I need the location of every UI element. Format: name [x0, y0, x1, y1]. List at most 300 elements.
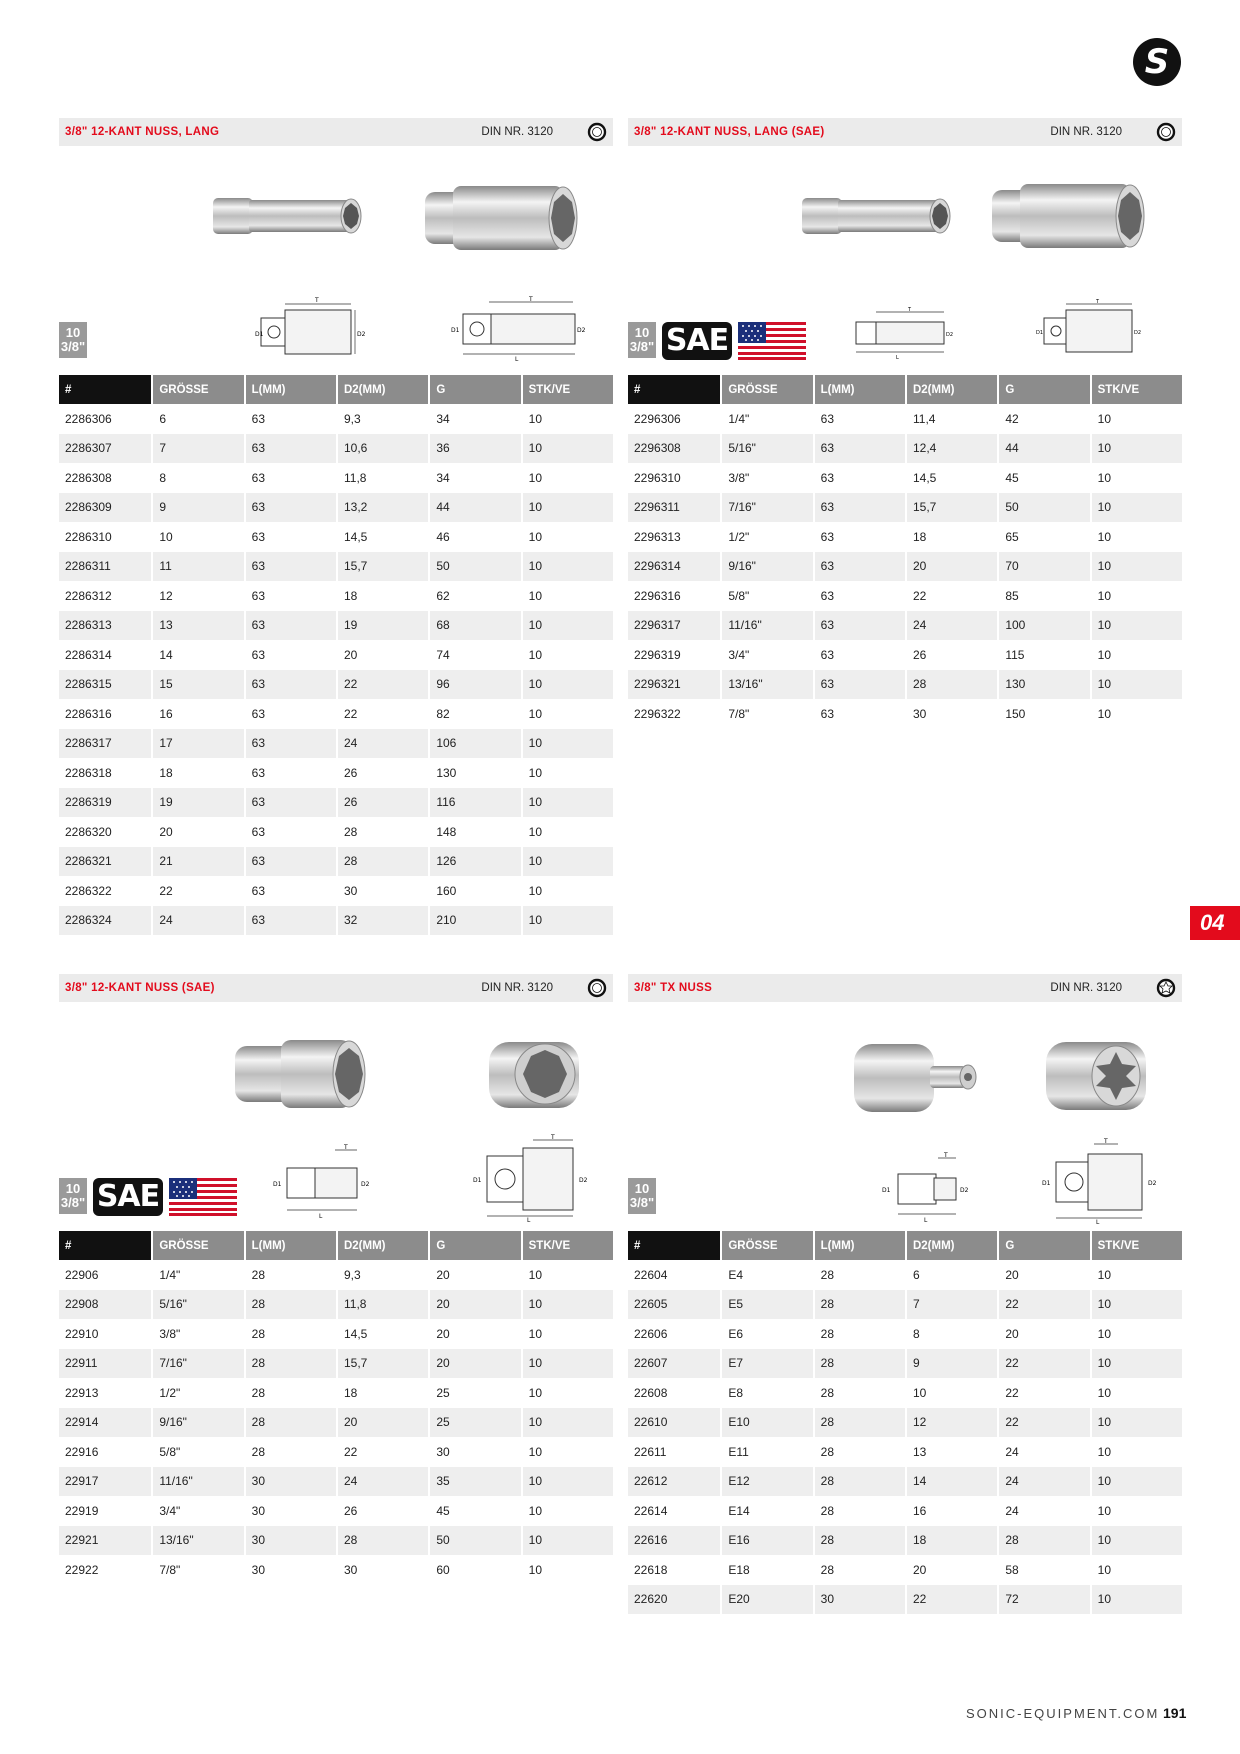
12-point-socket-icon [587, 122, 607, 142]
table-cell: 63 [244, 434, 336, 464]
table-cell: 12 [905, 1408, 997, 1438]
table-cell: 28 [336, 847, 428, 877]
technical-drawing-drive-side [878, 1152, 998, 1224]
article-number: 2286321 [59, 847, 151, 877]
table-row [628, 1585, 1182, 1615]
table-cell: 63 [244, 404, 336, 434]
table-cell: 11/16" [151, 1467, 243, 1497]
table-cell: 10 [521, 1349, 613, 1379]
table-row [628, 552, 1182, 582]
article-number: 22922 [65, 1562, 99, 1577]
svg-text:L: L [319, 1213, 323, 1220]
table-cell: 74 [428, 640, 520, 670]
article-number: 22611 [634, 1444, 667, 1459]
svg-text:D1: D1 [882, 1187, 891, 1194]
table-cell: 45 [428, 1496, 520, 1526]
table-cell: 10 [521, 906, 613, 936]
section-12-kant-sae [59, 974, 613, 1585]
section-title: 3/8" 12-KANT NUSS, LANG [65, 126, 220, 138]
article-number: 22913 [65, 1385, 99, 1400]
technical-drawing-torx-side [1038, 1138, 1168, 1224]
svg-text:D1: D1 [273, 1181, 282, 1188]
socket-photo-torx-side [1040, 1034, 1160, 1118]
table-cell: 6 [905, 1260, 997, 1290]
table-cell: 150 [997, 699, 1089, 729]
table-row [59, 906, 613, 936]
table-cell: 210 [428, 906, 520, 936]
table-cell: 24 [997, 1467, 1089, 1497]
din-number: DIN NR. 3120 [481, 126, 553, 138]
table-cell: 25 [428, 1378, 520, 1408]
article-number: 22910 [65, 1326, 99, 1341]
article-number: 2296313 [634, 529, 681, 544]
table-cell: 19 [336, 611, 428, 641]
table-cell: 10 [521, 1260, 613, 1290]
table-cell: 1/4" [720, 404, 812, 434]
table-cell: 63 [813, 581, 905, 611]
table-cell: 28 [244, 1378, 336, 1408]
table-cell: 10 [521, 788, 613, 818]
table-cell: 22 [336, 670, 428, 700]
column-header: # [59, 1231, 151, 1260]
table-row [628, 699, 1182, 729]
drive-size-badge: 10 3/8" [59, 1178, 87, 1214]
article-number: 2286314 [65, 647, 112, 662]
table-cell: 63 [244, 552, 336, 582]
table-cell: 9,3 [336, 1260, 428, 1290]
table-cell: 10 [521, 729, 613, 759]
article-number: 2286309 [59, 493, 151, 523]
table-cell: 7/16" [151, 1349, 243, 1379]
sae-badge: SAE [662, 322, 732, 360]
article-number: 22618 [634, 1562, 668, 1577]
table-cell: 63 [244, 729, 336, 759]
table-cell: 10 [1090, 611, 1182, 641]
table-cell: 10 [1090, 493, 1182, 523]
table-cell: 21 [151, 847, 243, 877]
section-title: 3/8" TX NUSS [634, 982, 713, 994]
table-cell: 10 [1090, 670, 1182, 700]
table-row [59, 1378, 613, 1408]
table-cell: 13,2 [336, 493, 428, 523]
svg-text:D1: D1 [1036, 330, 1044, 336]
article-number: 22612 [628, 1467, 720, 1497]
table-cell: 18 [151, 758, 243, 788]
table-cell: 18 [336, 581, 428, 611]
table-cell: 63 [244, 699, 336, 729]
table-cell: 22 [905, 581, 997, 611]
svg-text:D2: D2 [361, 1181, 370, 1188]
article-number: 2286320 [65, 824, 112, 839]
table-cell: 28 [813, 1349, 905, 1379]
article-number: 2296319 [634, 647, 681, 662]
table-cell: 34 [428, 463, 520, 493]
table-cell: 25 [428, 1408, 520, 1438]
table-cell: 63 [244, 670, 336, 700]
table-cell: 20 [336, 1408, 428, 1438]
table-cell: 63 [244, 817, 336, 847]
table-cell: 28 [813, 1496, 905, 1526]
table-cell: 28 [244, 1437, 336, 1467]
section-12-kant-lang-sae [628, 118, 1182, 729]
footer-url[interactable]: SONIC-EQUIPMENT.COM [966, 1706, 1160, 1721]
article-number: 2286312 [65, 588, 112, 603]
table-row [628, 434, 1182, 464]
table-cell: 11/16" [720, 611, 812, 641]
table-cell: 20 [428, 1260, 520, 1290]
socket-photo-large [423, 180, 583, 256]
table-cell: 63 [244, 876, 336, 906]
table-cell: 10 [521, 758, 613, 788]
table-cell: 70 [997, 552, 1089, 582]
table-cell: 10 [1090, 1585, 1182, 1615]
table-cell: 10 [521, 404, 613, 434]
table-cell: E11 [720, 1437, 812, 1467]
table-cell: 30 [244, 1526, 336, 1556]
table-cell: 5/16" [720, 434, 812, 464]
table-cell: 22 [997, 1290, 1089, 1320]
table-cell: E14 [720, 1496, 812, 1526]
table-cell: 10 [521, 581, 613, 611]
table-cell: 1/4" [151, 1260, 243, 1290]
din-number: DIN NR. 3120 [1050, 982, 1122, 994]
table-cell: 5/16" [151, 1290, 243, 1320]
table-cell: 8 [905, 1319, 997, 1349]
table-cell: 10 [521, 1408, 613, 1438]
table-row [59, 434, 613, 464]
table-cell: 20 [428, 1319, 520, 1349]
svg-text:D1: D1 [1042, 1180, 1051, 1187]
svg-text:D2: D2 [1148, 1180, 1157, 1187]
table-cell: 10 [521, 1290, 613, 1320]
column-header: # [628, 1231, 720, 1260]
spec-table [59, 375, 613, 935]
article-number: 22906 [65, 1267, 99, 1282]
table-row [628, 581, 1182, 611]
table-cell: 63 [813, 552, 905, 582]
table-cell: 10 [1090, 699, 1182, 729]
table-cell: 116 [428, 788, 520, 818]
table-cell: 100 [997, 611, 1089, 641]
drive-size-badge: 10 3/8" [628, 1178, 656, 1214]
table-cell: 16 [151, 699, 243, 729]
usa-flag-icon [169, 1178, 237, 1216]
article-number: 2296311 [628, 493, 720, 523]
technical-drawing-front [469, 1134, 599, 1222]
table-row [59, 1349, 613, 1379]
product-visual [628, 1002, 1182, 1231]
table-cell: E12 [720, 1467, 812, 1497]
table-cell: 28 [813, 1437, 905, 1467]
table-cell: 22 [905, 1585, 997, 1615]
table-cell: E7 [720, 1349, 812, 1379]
table-row [59, 729, 613, 759]
svg-text:T: T [1096, 299, 1100, 305]
table-cell: 10 [1090, 1437, 1182, 1467]
table-cell: 63 [244, 463, 336, 493]
table-cell: 14,5 [905, 463, 997, 493]
product-visual [628, 146, 1182, 375]
table-cell: 16 [905, 1496, 997, 1526]
svg-text:D2: D2 [357, 331, 366, 338]
article-number: 22604 [634, 1267, 668, 1282]
table-row [59, 788, 613, 818]
column-header: D2(MM) [336, 375, 428, 404]
table-cell: 34 [428, 404, 520, 434]
table-cell: 1/2" [151, 1378, 243, 1408]
table-cell: 10 [1090, 1526, 1182, 1556]
article-number: 2296308 [628, 434, 720, 464]
table-cell: 63 [813, 640, 905, 670]
table-cell: 3/4" [720, 640, 812, 670]
table-cell: 26 [336, 758, 428, 788]
section-tx-nuss [628, 974, 1182, 1614]
table-row [628, 1526, 1182, 1556]
table-cell: 10 [521, 1437, 613, 1467]
table-cell: 30 [336, 1555, 428, 1585]
article-number: 22620 [628, 1585, 720, 1615]
svg-text:D1: D1 [451, 327, 460, 334]
table-cell: 28 [244, 1349, 336, 1379]
table-cell: 10 [521, 1467, 613, 1497]
svg-text:D1: D1 [255, 331, 264, 338]
table-cell: 63 [813, 493, 905, 523]
article-number: 2296316 [634, 588, 681, 603]
table-cell: 62 [428, 581, 520, 611]
table-cell: 10 [521, 463, 613, 493]
table-cell: 11 [151, 552, 243, 582]
column-header: STK/VE [1090, 1231, 1182, 1260]
12-point-socket-icon [587, 978, 607, 998]
svg-text:D2: D2 [960, 1187, 969, 1194]
column-header: GRÖSSE [720, 1231, 812, 1260]
table-cell: 65 [997, 522, 1089, 552]
table-cell: 22 [151, 876, 243, 906]
usa-flag-icon [738, 322, 806, 360]
table-cell: 9,3 [336, 404, 428, 434]
table-cell: 50 [428, 552, 520, 582]
table-row [628, 611, 1182, 641]
table-cell: 20 [151, 817, 243, 847]
table-cell: 10 [1090, 552, 1182, 582]
table-cell: 28 [813, 1526, 905, 1556]
column-header: L(MM) [813, 1231, 905, 1260]
socket-photo-drive-side [850, 1038, 990, 1118]
table-cell: 20 [428, 1349, 520, 1379]
table-cell: 10 [1090, 1467, 1182, 1497]
table-cell: 11,4 [905, 404, 997, 434]
article-number: 22605 [628, 1290, 720, 1320]
table-row [59, 1290, 613, 1320]
table-cell: 28 [813, 1408, 905, 1438]
svg-text:L: L [515, 356, 519, 362]
table-cell: 1/2" [720, 522, 812, 552]
table-cell: 14 [905, 1467, 997, 1497]
table-cell: 14 [151, 640, 243, 670]
table-cell: E18 [720, 1555, 812, 1585]
table-cell: 24 [997, 1496, 1089, 1526]
table-row [59, 817, 613, 847]
article-number: 22610 [628, 1408, 720, 1438]
table-cell: 30 [813, 1585, 905, 1615]
table-cell: 72 [997, 1585, 1089, 1615]
table-cell: 15,7 [336, 552, 428, 582]
svg-text:T: T [944, 1152, 948, 1159]
article-number: 2286322 [65, 883, 112, 898]
table-cell: 63 [244, 906, 336, 936]
table-cell: 10 [1090, 404, 1182, 434]
svg-text:T: T [1104, 1138, 1108, 1145]
article-number: 22606 [634, 1326, 668, 1341]
table-cell: 20 [905, 552, 997, 582]
table-cell: 10 [905, 1378, 997, 1408]
table-cell: 50 [428, 1526, 520, 1556]
column-header: L(MM) [244, 1231, 336, 1260]
column-header: D2(MM) [905, 375, 997, 404]
svg-text:L: L [527, 1217, 531, 1222]
table-cell: 130 [997, 670, 1089, 700]
table-cell: 106 [428, 729, 520, 759]
table-header-row [628, 375, 1182, 404]
table-cell: 63 [244, 611, 336, 641]
table-cell: 10,6 [336, 434, 428, 464]
socket-photo-front [231, 1032, 371, 1116]
table-cell: 28 [244, 1260, 336, 1290]
svg-text:L: L [896, 355, 899, 361]
article-number: 22921 [59, 1526, 151, 1556]
din-number: DIN NR. 3120 [481, 982, 553, 994]
article-number: 2286306 [65, 411, 112, 426]
table-row [628, 1555, 1182, 1585]
table-cell: 11,8 [336, 1290, 428, 1320]
column-header: G [997, 375, 1089, 404]
table-cell: 30 [428, 1437, 520, 1467]
table-cell: 10 [521, 699, 613, 729]
page-number: 191 [1163, 1705, 1187, 1721]
table-cell: 10 [1090, 1260, 1182, 1290]
table-row [59, 876, 613, 906]
column-header: GRÖSSE [151, 375, 243, 404]
table-row [59, 522, 613, 552]
table-cell: 63 [244, 581, 336, 611]
table-cell: 10 [1090, 463, 1182, 493]
table-cell: 160 [428, 876, 520, 906]
article-number: 22916 [65, 1444, 99, 1459]
column-header: STK/VE [521, 1231, 613, 1260]
drive-size-badge: 10 3/8" [628, 322, 656, 358]
table-row [59, 670, 613, 700]
table-cell: 17 [151, 729, 243, 759]
table-cell: 63 [244, 493, 336, 523]
table-row [59, 1408, 613, 1438]
table-row [628, 463, 1182, 493]
column-header: STK/VE [521, 375, 613, 404]
svg-text:D2: D2 [946, 332, 954, 338]
table-row [59, 1437, 613, 1467]
table-cell: 28 [813, 1378, 905, 1408]
table-row [628, 1408, 1182, 1438]
table-cell: 148 [428, 817, 520, 847]
table-cell: 63 [813, 404, 905, 434]
table-cell: 42 [997, 404, 1089, 434]
section-12-kant-lang [59, 118, 613, 935]
table-cell: 19 [151, 788, 243, 818]
table-cell: 22 [997, 1378, 1089, 1408]
table-cell: 63 [813, 611, 905, 641]
table-cell: 20 [905, 1555, 997, 1585]
table-cell: 68 [428, 611, 520, 641]
spec-table [628, 1231, 1182, 1614]
table-row [59, 581, 613, 611]
table-cell: 10 [521, 1526, 613, 1556]
table-row [628, 1290, 1182, 1320]
table-cell: 45 [997, 463, 1089, 493]
table-cell: 22 [997, 1408, 1089, 1438]
table-cell: 30 [244, 1496, 336, 1526]
table-row [59, 493, 613, 523]
column-header: D2(MM) [336, 1231, 428, 1260]
table-row [628, 493, 1182, 523]
table-cell: 82 [428, 699, 520, 729]
table-cell: 32 [336, 906, 428, 936]
table-cell: 28 [244, 1408, 336, 1438]
article-number: 22919 [65, 1503, 99, 1518]
table-row [628, 1319, 1182, 1349]
technical-drawing-short [251, 296, 381, 362]
table-cell: 63 [813, 463, 905, 493]
table-row [628, 1260, 1182, 1290]
table-cell: 30 [244, 1555, 336, 1585]
svg-text:D2: D2 [579, 1177, 588, 1184]
table-cell: 24 [151, 906, 243, 936]
table-cell: 10 [1090, 640, 1182, 670]
table-cell: 10 [1090, 1378, 1182, 1408]
table-cell: 58 [997, 1555, 1089, 1585]
table-cell: 24 [336, 729, 428, 759]
table-row [628, 1349, 1182, 1379]
table-header-row [59, 1231, 613, 1260]
article-number: 22914 [59, 1408, 151, 1438]
table-cell: 63 [244, 847, 336, 877]
svg-text:L: L [924, 1217, 928, 1224]
12-point-socket-icon [1156, 122, 1176, 142]
table-cell: 13/16" [720, 670, 812, 700]
table-cell: 10 [521, 1319, 613, 1349]
table-cell: 30 [336, 876, 428, 906]
table-cell: 12,4 [905, 434, 997, 464]
table-cell: E10 [720, 1408, 812, 1438]
table-cell: 28 [813, 1319, 905, 1349]
article-number: 2286310 [65, 529, 112, 544]
article-number: 2296322 [634, 706, 681, 721]
table-cell: 10 [521, 1496, 613, 1526]
svg-text:D2: D2 [1134, 330, 1142, 336]
socket-photo-small [209, 188, 369, 244]
socket-photo-angled [485, 1032, 595, 1116]
column-header: D2(MM) [905, 1231, 997, 1260]
table-cell: 5/8" [151, 1437, 243, 1467]
table-cell: 22 [997, 1349, 1089, 1379]
table-cell: 46 [428, 522, 520, 552]
article-number: 2296314 [628, 552, 720, 582]
sae-badge: SAE [93, 1178, 163, 1216]
table-row [59, 640, 613, 670]
column-header: GRÖSSE [151, 1231, 243, 1260]
table-cell: 28 [997, 1526, 1089, 1556]
product-visual [59, 1002, 613, 1231]
column-header: # [628, 375, 720, 404]
table-row [628, 522, 1182, 552]
